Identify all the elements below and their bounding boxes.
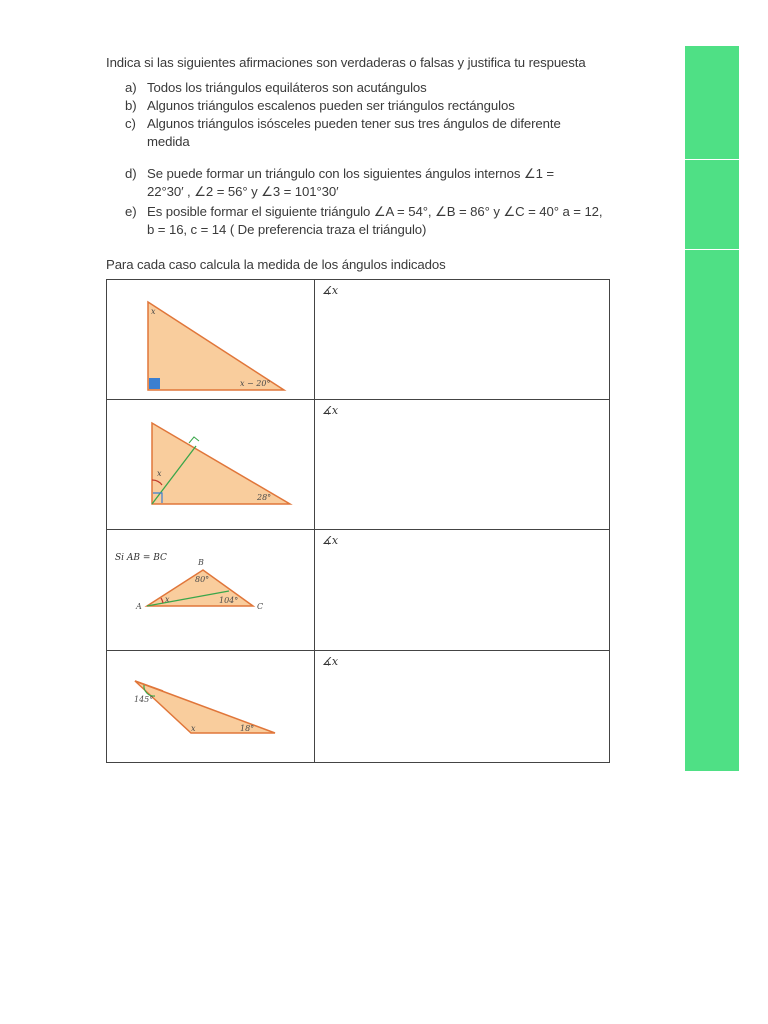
right-triangle: [148, 302, 284, 390]
label-x: x: [151, 307, 156, 316]
answer-cell-3[interactable]: [315, 530, 610, 651]
triangle-figure-4: [107, 651, 314, 762]
label-28: 28°: [257, 493, 272, 502]
answer-cell-4[interactable]: [315, 651, 610, 763]
condition-text: Si AB = BC: [115, 553, 167, 563]
table-row: [107, 400, 610, 530]
answer-label-4: ∡x: [322, 655, 339, 668]
exercise-table: [106, 279, 610, 763]
section2-heading: Para cada caso calcula la medida de los ángulos indicados: [106, 257, 446, 272]
triangle-figure-2: [107, 400, 314, 529]
label-b: B: [198, 558, 204, 567]
altitude-right-angle-marker: [189, 437, 199, 443]
label-x: x: [165, 595, 170, 604]
statement-b-text: Algunos triángulos escalenos pueden ser triángulos rectángulos: [147, 98, 515, 113]
answer-label-2: ∡x: [322, 404, 339, 417]
section1-heading: Indica si las siguientes afirmaciones son verdaderas o falsas y justifica tu respuesta: [106, 55, 586, 70]
table-row: [107, 651, 610, 763]
answer-cell-2[interactable]: [315, 400, 610, 530]
statement-e-label: e): [125, 204, 137, 219]
label-x: x: [157, 469, 162, 478]
statement-a-label: a): [125, 80, 137, 95]
statement-e: [125, 203, 607, 239]
label-c: C: [257, 602, 264, 611]
label-145: 145°: [134, 695, 154, 704]
table-row: [107, 530, 610, 651]
statement-c: [125, 115, 607, 151]
table-row: [107, 280, 610, 400]
label-80: 80°: [195, 575, 210, 584]
triangle-figure-3: [107, 530, 314, 650]
sidebar-block-3: [685, 250, 739, 771]
statement-c-line1: Algunos triángulos isósceles pueden tener sus tres ángulos de diferente: [147, 116, 561, 131]
figure-cell-3: [107, 530, 315, 651]
sidebar-block-2: [685, 160, 739, 249]
statement-b: [125, 97, 607, 115]
sidebar-block-1: [685, 46, 739, 159]
statement-d-label: d): [125, 166, 137, 181]
answer-cell-1[interactable]: [315, 280, 610, 400]
statement-c-label: c): [125, 116, 136, 131]
label-18: 18°: [240, 724, 255, 733]
right-angle-marker: [149, 378, 160, 389]
label-x-minus-20: x − 20°: [240, 379, 271, 388]
statement-d: [125, 165, 607, 201]
statement-b-label: b): [125, 98, 137, 113]
triangle-figure-1: [107, 280, 314, 399]
figure-cell-4: [107, 651, 315, 763]
answer-label-1: ∡x: [322, 284, 339, 297]
statement-a: [125, 79, 607, 97]
right-triangle: [152, 423, 290, 504]
statement-c-line2: medida: [147, 134, 190, 149]
label-a: A: [136, 602, 142, 611]
label-104: 104°: [219, 596, 239, 605]
figure-cell-2: [107, 400, 315, 530]
statement-e-line2: b = 16, c = 14 ( De preferencia traza el triángulo): [147, 222, 427, 237]
figure-cell-1: [107, 280, 315, 400]
statement-d-line2: 22°30′ , ∠2 = 56° y ∠3 = 101°30′: [147, 184, 339, 199]
statement-a-text: Todos los triángulos equiláteros son acutángulos: [147, 80, 427, 95]
statement-d-line1: Se puede formar un triángulo con los siguientes ángulos internos ∠1 =: [147, 166, 555, 181]
statement-e-line1: Es posible formar el siguiente triángulo ∠A = 54°, ∠B = 86° y ∠C = 40° a = 12,: [147, 204, 603, 219]
answer-label-3: ∡x: [322, 534, 339, 547]
label-x: x: [191, 724, 196, 733]
